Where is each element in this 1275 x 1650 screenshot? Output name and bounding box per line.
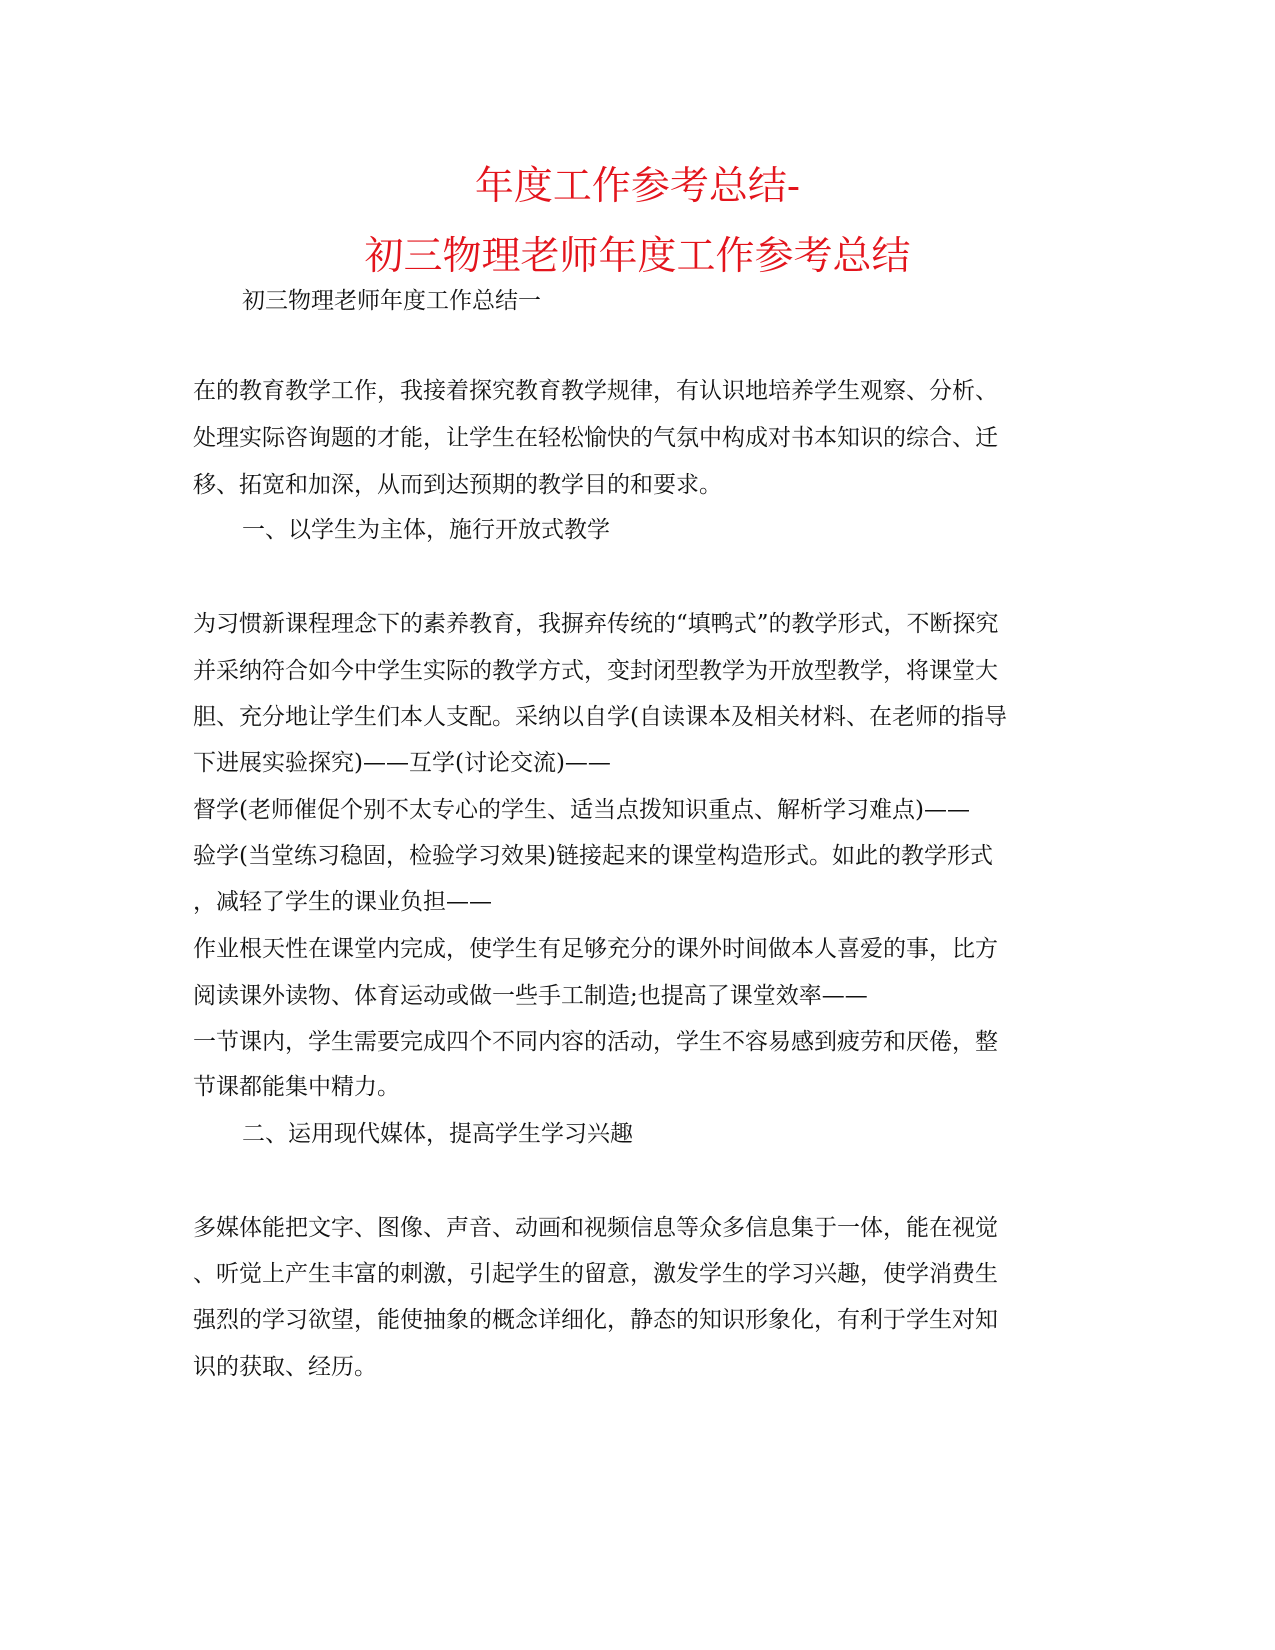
section-heading: 一、以学生为主体，施行开放式教学 [242,517,610,543]
section-heading: 二、运用现代媒体，提高学生学习兴趣 [242,1121,633,1147]
paragraph-line: 为习惯新课程理念下的素养教育，我摒弃传统的“填鸭式”的教学形式，不断探究 [193,611,999,637]
paragraph-line: 胆、充分地让学生们本人支配。采纳以自学(自读课本及相关材料、在老师的指导 [193,704,1007,730]
paragraph-line: 一节课内，学生需要完成四个不同内容的活动，学生不容易感到疲劳和厌倦，整 [193,1029,998,1055]
paragraph-line: 作业根天性在课堂内完成，使学生有足够充分的课外时间做本人喜爱的事，比方 [193,936,998,962]
section-heading: 初三物理老师年度工作总结一 [242,288,541,314]
paragraph-line: ，减轻了学生的课业负担—— [193,889,492,915]
paragraph-line: 强烈的学习欲望，能使抽象的概念详细化，静态的知识形象化，有利于学生对知 [193,1307,998,1333]
paragraph-line: 在的教育教学工作，我接着探究教育教学规律，有认识地培养学生观察、分析、 [193,378,998,404]
paragraph-line: 处理实际咨询题的才能，让学生在轻松愉快的气氛中构成对书本知识的综合、迁 [193,425,998,451]
document-title-line-1: 年度工作参考总结- [474,164,801,209]
paragraph-line: 移、拓宽和加深，从而到达预期的教学目的和要求。 [193,472,722,498]
paragraph-line: 、听觉上产生丰富的刺激，引起学生的留意，激发学生的学习兴趣，使学消费生 [193,1261,998,1287]
paragraph-line: 阅读课外读物、体育运动或做一些手工制造;也提高了课堂效率—— [193,983,868,1009]
paragraph-line: 并采纳符合如今中学生实际的教学方式，变封闭型教学为开放型教学，将课堂大 [193,658,998,684]
paragraph-line: 验学(当堂练习稳固，检验学习效果)链接起来的课堂构造形式。如此的教学形式 [193,843,993,869]
paragraph-line: 下进展实验探究)——互学(讨论交流)—— [193,750,611,776]
paragraph-line: 节课都能集中精力。 [193,1074,400,1100]
document-title-line-2: 初三物理老师年度工作参考总结 [364,234,911,279]
paragraph-line: 识的获取、经历。 [193,1354,377,1380]
paragraph-line: 督学(老师催促个别不太专心的学生、适当点拨知识重点、解析学习难点)—— [193,797,970,823]
paragraph-line: 多媒体能把文字、图像、声音、动画和视频信息等众多信息集于一体，能在视觉 [193,1215,998,1241]
